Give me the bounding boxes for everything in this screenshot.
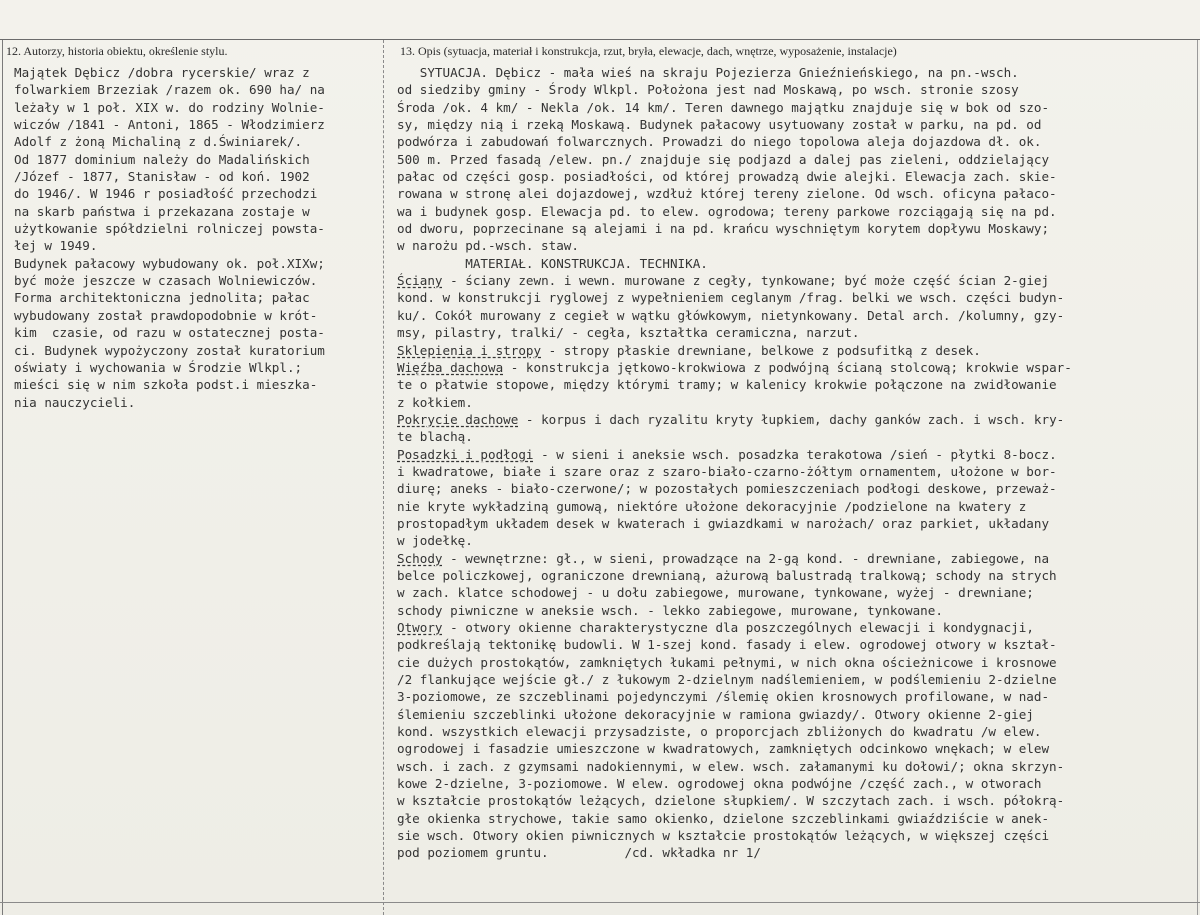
description-text-line bbox=[397, 758, 1197, 775]
line-text: wa i budynek gosp. Elewacja pd. to elew. ogrodowa; tereny parkowe rozciągają się na pd. bbox=[397, 203, 1057, 219]
line-text: schody piwniczne w aneksie wsch. - lekko zabiegowe, murowane, tynkowane. bbox=[397, 602, 943, 618]
line-text: i kwadratowe, białe i szare oraz z szaro-biało-czarno-żółtym ornamentem, ułożone w bor- bbox=[397, 463, 1057, 479]
history-text-line: nia nauczycieli. bbox=[14, 394, 136, 410]
line-text: podwórza i zabudowań folwarcznych. Prowadzi do niego topolowa aleja dojazdowa dł. ok. bbox=[397, 134, 1042, 150]
history-text-line: Budynek pałacowy wybudowany ok. poł.XIXw; bbox=[14, 255, 325, 271]
history-text-line: mieści się w nim szkoła podst.i mieszka- bbox=[14, 377, 318, 393]
description-text-line bbox=[397, 220, 1197, 237]
line-text: /2 flankujące wejście gł./ z łukowym 2-dzielnym nadślemieniem, w podślemieniu 2-dzielne bbox=[397, 672, 1057, 688]
history-text-line: kim czasie, od razu w ostatecznej posta- bbox=[14, 325, 325, 341]
description-text-line bbox=[397, 567, 1197, 584]
right-border bbox=[1197, 40, 1198, 915]
history-text-line: ci. Budynek wypożyczony został kuratorium bbox=[14, 342, 325, 358]
line-text: SYTUACJA. Dębicz - mała wieś na skraju Pojezierza Gnieźnieńskiego, na pn.-wsch. bbox=[397, 65, 1019, 80]
description-text-line bbox=[397, 688, 1197, 705]
description-text-line bbox=[397, 237, 1197, 254]
history-text-line: na skarb państwa i przekazana zostaje w bbox=[14, 203, 310, 219]
description-text-line bbox=[397, 532, 1197, 549]
line-text: - stropy płaskie drewniane, belkowe z podsufitką z desek. bbox=[541, 342, 981, 358]
line-text: - konstrukcja jętkowo-krokwiowa z podwójną ścianą stolcową; krokwie wspar- bbox=[503, 359, 1072, 375]
line-text: prostopadłym układem desek w kwaterach i gwiazdkami w narożach/ oraz parkiet, układany bbox=[397, 515, 1050, 531]
history-text-line: użytkowanie spółdzielni rolniczej powsta- bbox=[14, 221, 325, 237]
description-text-line bbox=[397, 723, 1197, 740]
section-label: Posadzki i podłogi bbox=[397, 446, 534, 462]
description-text-line bbox=[397, 203, 1197, 220]
history-text-line: wybudowany został prawdopodobnie w krót- bbox=[14, 307, 318, 323]
line-text: ślemieniu szczeblinki ułożone dekoracyjnie w ramiona gwiazdy/. Otwory okienne 2-giej bbox=[397, 706, 1034, 722]
line-text: - w sieni i aneksie wsch. posadzka terakotowa /sień - płytki 8-bocz. bbox=[533, 446, 1057, 462]
line-text: cie dużych prostokątów, zamkniętych łukami pełnymi, w nich okna ościeżnicowe i krosnowe bbox=[397, 654, 1057, 670]
history-text-line: łej w 1949. bbox=[14, 238, 98, 254]
section-label: Sklepienia i stropy bbox=[397, 342, 542, 358]
section-label: Schody bbox=[397, 550, 443, 566]
history-text-line: do 1946/. W 1946 r posiadłość przechodzi bbox=[14, 186, 318, 202]
description-text-line bbox=[397, 827, 1197, 844]
description-text-line bbox=[397, 376, 1197, 393]
line-text: - korpus i dach ryzalitu kryty łupkiem, dachy ganków zach. i wsch. kry- bbox=[518, 411, 1065, 427]
description-text-line bbox=[397, 844, 1197, 861]
description-text-line bbox=[397, 272, 1197, 289]
description-text-line bbox=[397, 498, 1197, 515]
line-text: od dworu, poprzecinane są alejami i na pd. krańcu wyschniętym korytem dopływu Moskawy; bbox=[397, 221, 1050, 237]
history-column bbox=[14, 64, 384, 411]
line-text: te o płatwie stopowe, między którymi tramy; w kalenicy krokwie połączone na zwidłowanie bbox=[397, 377, 1057, 393]
line-text: kowe 2-dzielne, 3-poziomowe. W elew. ogrodowej okna podwójne /część zach., w otworach bbox=[397, 776, 1042, 792]
line-text: - ściany zewn. i wewn. murowane z cegły, tynkowane; być może część ścian 2-giej bbox=[442, 273, 1050, 289]
description-text-line bbox=[397, 463, 1197, 480]
line-text: pod poziomem gruntu. /cd. wkładka nr 1/ bbox=[397, 845, 761, 861]
description-text-line bbox=[397, 515, 1197, 532]
line-text: - wewnętrzne: gł., w sieni, prowadzące na 2-gą kond. - drewniane, zabiegowe, na bbox=[442, 550, 1050, 566]
line-text: belce policzkowej, ograniczone drewnianą, ażurową balustradą tralkową; schody na strych bbox=[397, 567, 1057, 583]
line-text: od siedziby gminy - Środy Wlkpl. Położona jest nad Moskawą, po wsch. stronie szosy bbox=[397, 82, 1019, 98]
description-text-line bbox=[397, 480, 1197, 497]
line-text: w narożu pd.-wsch. staw. bbox=[397, 238, 579, 254]
history-text-line: leżały w 1 poł. XIX w. do rodziny Wolnie- bbox=[14, 99, 325, 115]
section-13-header: 13. Opis (sytuacja, materiał i konstrukcja, rzut, bryła, elewacje, dach, wnętrze, wyposażenie, instalacje) bbox=[400, 44, 897, 58]
line-text: diurę; aneks - biało-czerwone/; w pozostałych pomieszczeniach podłogi deskowe, przeważ- bbox=[397, 481, 1057, 497]
line-text: podkreślają tektonikę budowli. W 1-szej kond. fasady i elew. ogrodowej otwory w kształ- bbox=[397, 637, 1057, 653]
section-label: Więźba dachowa bbox=[397, 359, 504, 375]
section-12-header: 12. Autorzy, historia obiektu, określenie stylu. bbox=[6, 44, 228, 58]
description-text-line bbox=[397, 99, 1197, 116]
history-text-line: oświaty i wychowania w Środzie Wlkpl.; bbox=[14, 359, 303, 375]
description-text-line bbox=[397, 446, 1197, 463]
line-text: w jodełkę. bbox=[397, 533, 473, 549]
line-text: sy, między nią i rzeką Moskawą. Budynek pałacowy usytuowany został w parku, na pd. od bbox=[397, 117, 1042, 133]
description-text-line bbox=[397, 706, 1197, 723]
history-text-line: Majątek Dębicz /dobra rycerskie/ wraz z bbox=[14, 65, 310, 80]
history-text-line: /Józef - 1877, Stanisław - od koń. 1902 bbox=[14, 169, 310, 185]
description-text-line bbox=[397, 792, 1197, 809]
description-text-line bbox=[397, 151, 1197, 168]
description-text-line bbox=[397, 550, 1197, 567]
line-text: z kołkiem. bbox=[397, 394, 473, 410]
line-text: rowana w stronę alei dojazdowej, wzdłuż której tereny zielone. Od wsch. oficyna pałaco- bbox=[397, 186, 1057, 202]
line-text: te blachą. bbox=[397, 429, 473, 445]
top-rule bbox=[0, 39, 1200, 40]
description-text-line bbox=[397, 654, 1197, 671]
line-text: ku/. Cokół murowany z cegieł w wątku główkowym, nietynkowany. Detal arch. /kolumny, gzy- bbox=[397, 307, 1065, 323]
section-label: Ściany bbox=[397, 273, 443, 289]
line-text: - otwory okienne charakterystyczne dla poszczególnych elewacji i kondygnacji, bbox=[442, 620, 1034, 635]
history-text-line: wiczów /1841 - Antoni, 1865 - Włodzimierz bbox=[14, 117, 325, 133]
line-text: w kształcie prostokątów leżących, dzielone słupkiem/. W szczytach zach. i wsch. półokrą- bbox=[397, 793, 1065, 809]
section-label: Otwory bbox=[397, 620, 443, 635]
description-text-line bbox=[397, 671, 1197, 688]
description-text-line bbox=[397, 394, 1197, 411]
history-text-line: folwarkiem Brzeziak /razem ok. 690 ha/ na bbox=[14, 82, 325, 98]
bottom-rule bbox=[0, 902, 1200, 903]
description-text-line bbox=[397, 636, 1197, 653]
description-text-line bbox=[397, 810, 1197, 827]
line-text: nie kryte wykładziną gumową, niektóre ułożone dekoracyjnie /podzielone na kwatery z bbox=[397, 498, 1027, 514]
description-text-line bbox=[397, 255, 1197, 272]
line-text: MATERIAŁ. KONSTRUKCJA. TECHNIKA. bbox=[397, 255, 708, 271]
line-text: 500 m. Przed fasadą /elew. pn./ znajduje się podjazd a dalej pas zieleni, oddzielający bbox=[397, 151, 1050, 167]
line-text: w zach. klatce schodowej - u dołu zabiegowe, murowane, tynkowane, wyżej - drewniane; bbox=[397, 585, 1034, 601]
history-text-line: Adolf z żoną Michaliną z d.Świniarek/. bbox=[14, 134, 303, 150]
line-text: 3-poziomowe, ze szczeblinami pojedynczymi /ślemię okien krosnowych profilowane, w nad- bbox=[397, 689, 1050, 705]
description-text-line bbox=[397, 411, 1197, 428]
description-text-line bbox=[397, 168, 1197, 185]
description-text-line bbox=[397, 133, 1197, 150]
line-text: głe okienka strychowe, takie samo okienko, dzielone szczeblinkami gwiaździście w anek- bbox=[397, 810, 1050, 826]
line-text: kond. wszystkich elewacji przysadziste, o proporcjach zbliżonych do kwadratu /w elew. bbox=[397, 724, 1042, 740]
description-text-line bbox=[397, 602, 1197, 619]
line-text: Środa /ok. 4 km/ - Nekla /ok. 14 km/. Teren dawnego majątku znajduje się w bok od szo- bbox=[397, 99, 1050, 115]
line-text: ogrodowej i fasadzie umieszczone w kwadratowych, zamkniętych odcinkowo wnękach; w elew bbox=[397, 741, 1050, 757]
description-text-line bbox=[397, 342, 1197, 359]
description-text-line bbox=[397, 619, 1197, 636]
description-text-line bbox=[397, 307, 1197, 324]
description-text-line bbox=[397, 185, 1197, 202]
section-label: Pokrycie dachowe bbox=[397, 411, 519, 427]
history-text-line: Forma architektoniczna jednolita; pałac bbox=[14, 290, 310, 306]
description-text-line bbox=[397, 64, 1197, 81]
description-text-line bbox=[397, 359, 1197, 376]
line-text: wsch. i zach. z gzymsami nadokiennymi, w elew. wsch. załamanymi ku dołowi/; okna skrzyn- bbox=[397, 758, 1065, 774]
description-text-line bbox=[397, 584, 1197, 601]
description-text-line bbox=[397, 324, 1197, 341]
left-border bbox=[2, 40, 3, 915]
description-text-line bbox=[397, 775, 1197, 792]
history-text-line: Od 1877 dominium należy do Madalińskich bbox=[14, 151, 310, 167]
line-text: sie wsch. Otwory okien piwnicznych w kształcie prostokątów leżących, w większej części bbox=[397, 828, 1050, 844]
description-column bbox=[397, 64, 1197, 862]
history-text-line: być może jeszcze w czasach Wolniewiczów. bbox=[14, 273, 318, 289]
description-text-line bbox=[397, 740, 1197, 757]
description-text-line bbox=[397, 81, 1197, 98]
line-text: kond. w konstrukcji ryglowej z wypełnieniem ceglanym /frag. belki we wsch. części budyn- bbox=[397, 290, 1065, 306]
line-text: pałac od części gosp. posiadłości, od której prowadzą dwie alejki. Elewacja zach. skie- bbox=[397, 169, 1057, 185]
line-text: msy, pilastry, tralki/ - cegła, kształtka ceramiczna, narzut. bbox=[397, 325, 860, 341]
description-text-line bbox=[397, 428, 1197, 445]
description-text-line bbox=[397, 289, 1197, 306]
description-text-line bbox=[397, 116, 1197, 133]
